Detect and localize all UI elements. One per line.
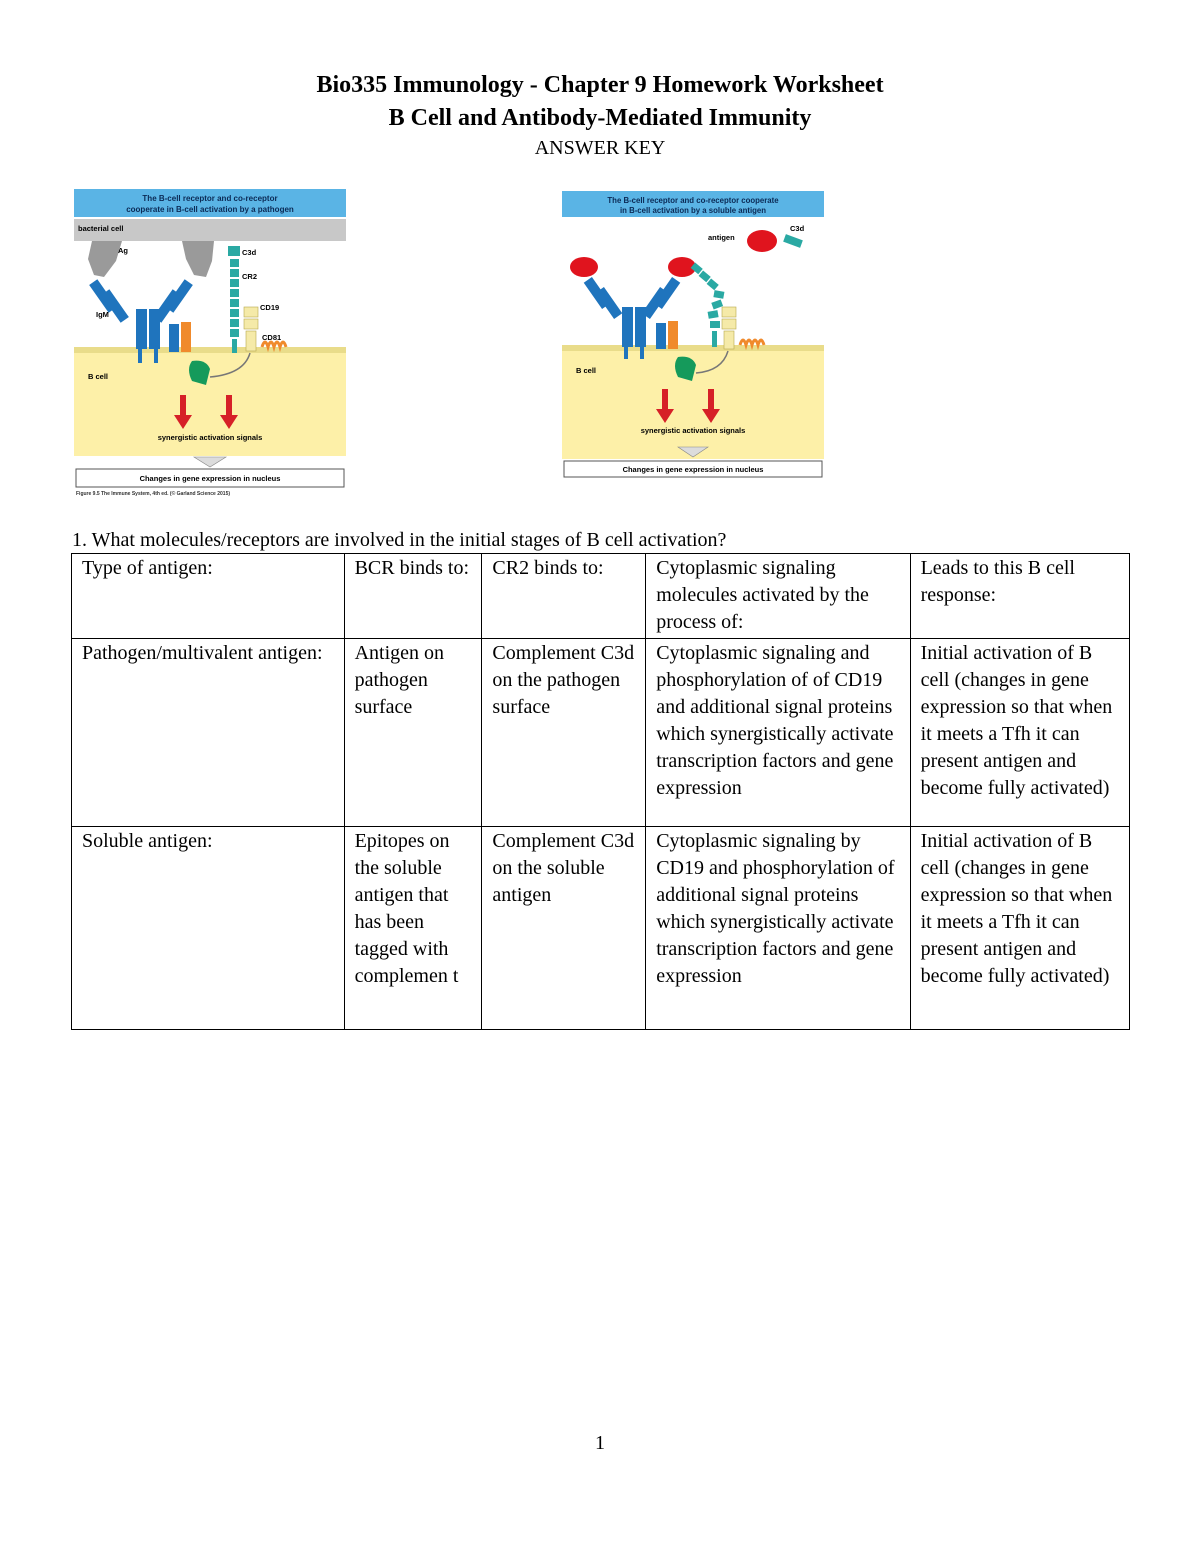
cr2-receptor (230, 259, 239, 353)
worksheet-subtitle: B Cell and Antibody-Mediated Immunity (388, 105, 812, 131)
header-cell: BCR binds to: (344, 554, 482, 639)
header-cell: Cytoplasmic signaling molecules activated by the process of: (646, 554, 910, 639)
bcell-membrane (562, 345, 824, 351)
header-cell: CR2 binds to: (482, 554, 646, 639)
antigen-right (182, 241, 214, 277)
bcell-label: B cell (88, 372, 109, 381)
answer-key-label: ANSWER KEY (534, 137, 666, 159)
cd19-receptor (722, 307, 736, 349)
worksheet-title: Bio335 Immunology - Chapter 9 Homework Worksheet (316, 72, 884, 98)
table-header-row (72, 554, 1130, 639)
ig-beta (668, 321, 678, 349)
table-cell: Soluble antigen: (72, 827, 345, 1030)
nucleus-label: Changes in gene expression in nucleus (139, 474, 281, 483)
figure-title-line2: in B-cell activation by a soluble antigen (619, 206, 767, 215)
antigen-label: antigen (708, 233, 735, 242)
ig-beta (181, 322, 191, 352)
ag-label: Ag (118, 246, 128, 255)
figure-title-line2: cooperate in B-cell activation by a pathogen (126, 205, 294, 214)
cd81-label: CD81 (262, 333, 282, 342)
cr2-receptor (691, 262, 725, 347)
table-cell: Initial activation of B cell (changes in gene expression so that when it meets a Tfh it can present antigen and become fully activated) (910, 639, 1129, 827)
bcell-membrane (74, 347, 346, 353)
table-cell: Complement C3d on the soluble antigen (482, 827, 646, 1030)
figure-caption: Figure 9.5 The Immune System, 4th ed. (© Garland Science 2015) (76, 491, 231, 497)
c3d-label: C3d (242, 248, 257, 257)
ig-alpha (656, 323, 666, 349)
figure-title-line1: The B-cell receptor and co-receptor cooperate (607, 196, 779, 205)
table-cell: Epitopes on the soluble antigen that has been tagged with complemen t (344, 827, 482, 1030)
question-1: 1. What molecules/receptors are involved in the initial stages of B cell activation? (72, 529, 727, 551)
table-cell: Initial activation of B cell (changes in gene expression so that when it meets a Tfh it can present antigen and become fully activated) (910, 827, 1129, 1030)
ig-alpha (169, 324, 179, 352)
cd81-receptor (262, 342, 286, 347)
free-c3d (783, 234, 803, 248)
table-cell: Cytoplasmic signaling by CD19 and phosphorylation of additional signal proteins which synergistically activate transcription factors and gene expression (646, 827, 910, 1030)
c3d-label: C3d (790, 224, 805, 233)
table-cell: Antigen on pathogen surface (344, 639, 482, 827)
cd19-receptor (244, 307, 258, 351)
table-cell: Cytoplasmic signaling and phosphorylation of of CD19 and additional signal proteins which synergistically activate transcription factors and gene expression (646, 639, 910, 827)
table-cell: Complement C3d on the pathogen surface (482, 639, 646, 827)
header-cell: Leads to this B cell response: (910, 554, 1129, 639)
synergistic-signals-label: synergistic activation signals (640, 426, 746, 435)
bcell-label: B cell (576, 366, 597, 375)
table-row (72, 827, 1130, 1030)
cd81-receptor (740, 340, 764, 345)
answer-table (71, 553, 1130, 1030)
cd19-label: CD19 (260, 303, 280, 312)
figure-soluble-activation (562, 191, 824, 484)
nucleus-arrow (194, 457, 226, 467)
free-antigen (747, 230, 777, 252)
figure-title-line1: The B-cell receptor and co-receptor (142, 194, 278, 203)
bacterial-cell-label: bacterial cell (78, 224, 124, 233)
synergistic-signals-label: synergistic activation signals (157, 433, 263, 442)
page-number: 1 (595, 1432, 605, 1454)
nucleus-label: Changes in gene expression in nucleus (622, 465, 764, 474)
igm-label: IgM (96, 310, 109, 319)
cr2-label: CR2 (242, 272, 258, 281)
figure-pathogen-activation (74, 189, 346, 504)
bound-antigen-left (570, 257, 598, 277)
header-cell: Type of antigen: (72, 554, 345, 639)
c3d-fragment (228, 246, 240, 256)
table-cell: Pathogen/multivalent antigen: (72, 639, 345, 827)
table-row (72, 639, 1130, 827)
antigen-left (88, 241, 122, 277)
